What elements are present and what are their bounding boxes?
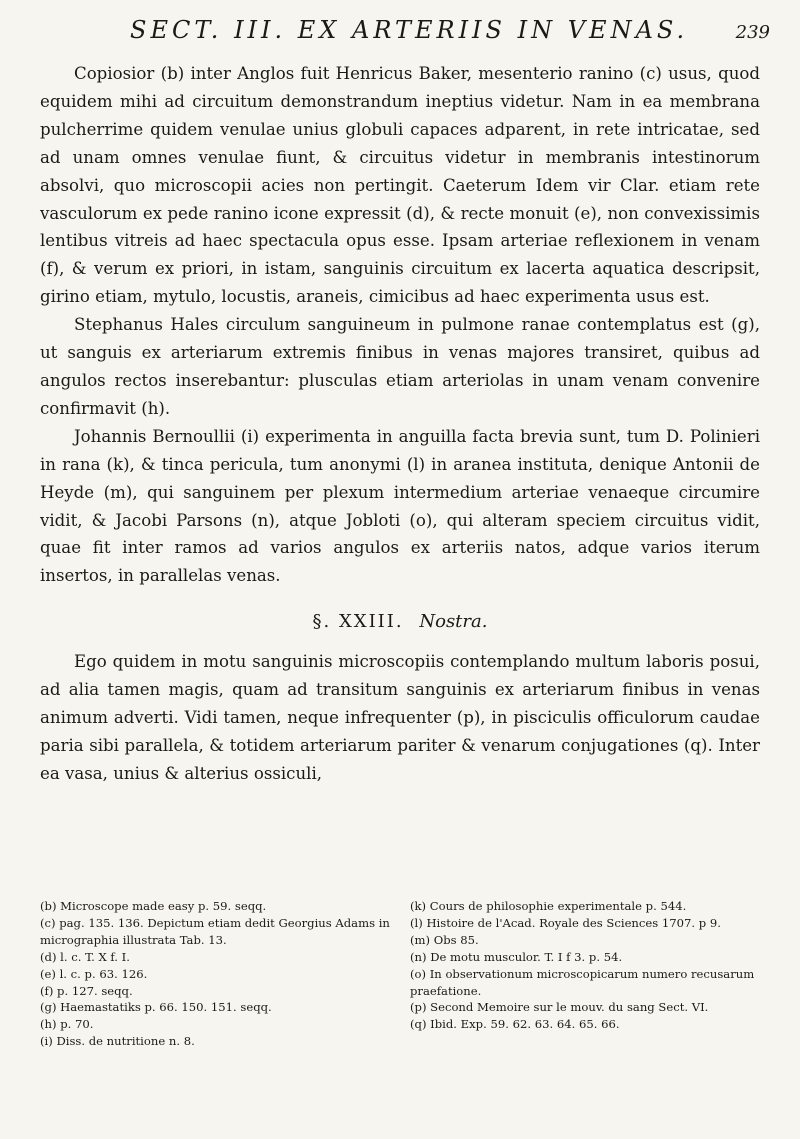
footnote-f: (f) p. 127. seqq. xyxy=(40,983,133,998)
footnote-e: (e) l. c. p. 63. 126. xyxy=(40,966,148,981)
section-heading xyxy=(40,608,760,636)
footnote-i: (i) Diss. de nutritione n. 8. xyxy=(40,1034,195,1049)
footnote-b: (b) Microscope made easy p. 59. seqq. xyxy=(40,899,267,913)
footnote-h: (h) p. 70. xyxy=(40,1017,94,1032)
footnote-l: (l) Histoire de l'Acad. Royale des Sciences 1707. p 9. xyxy=(410,915,721,930)
footnote-o: (o) In observationum microscopicarum numero recusarum praefatione. xyxy=(410,966,755,998)
footnote-m: (m) Obs 85. xyxy=(410,932,479,947)
footnote-k: (k) Cours de philosophie experimentale p. 544. xyxy=(410,899,687,913)
section-title: Nostra. xyxy=(419,611,488,633)
footnote-d: (d) l. c. T. X f. I. xyxy=(40,949,130,964)
footnote-p: (p) Second Memoire sur le mouv. du sang Sect. VI. xyxy=(410,1000,709,1015)
running-head: SECT. III. EX ARTERIIS IN VENAS. xyxy=(130,16,689,44)
paragraph-nostra: Ego quidem in motu sanguinis microscopiis contemplando multum laboris posui, ad alia tamen magis, quam ad transitum sanguinis ex arteriarum finibus in venas animum adverti. Vidi tamen, neque infrequenter (p), in pisciculis officulorum caudae paria sibi parallela, & totidem arteriarum pariter & venarum conjugationes (q). Inter ea vasa, unius & alterius ossiculi, xyxy=(40,652,760,783)
footnote-c: (c) pag. 135. 136. Depictum etiam dedit Georgius Adams in micrographia illustrata Tab. 13. xyxy=(40,915,390,947)
paragraph-hales: Stephanus Hales circulum sanguineum in pulmone ranae contemplatus est (g), ut sanguis ex arteriarum extremis finibus in venas majores transiret, quibus ad angulos rectos inserebantur: plusculas etiam arteriolas in unam venam convenire confirmavit (h). xyxy=(40,315,760,418)
footnote-q: (q) Ibid. Exp. 59. 62. 63. 64. 65. 66. xyxy=(410,1017,620,1032)
footnotes-left-column xyxy=(40,898,390,1050)
footnotes-right-column xyxy=(410,898,760,1050)
footnotes xyxy=(40,898,760,1050)
page-header xyxy=(130,16,770,50)
paragraph-bernoulli: Johannis Bernoullii (i) experimenta in anguilla facta brevia sunt, tum D. Polinieri in rana (k), & tinca pericula, tum anonymi (l) in aranea instituta, denique Antonii de Heyde (m), qui sanguinem per plexum intermedium arteriae venaeque circumire vidit, & Jacobi Parsons (n), atque Jobloti (o), qui alteram speciem circuitus vidit, quae fit inter ramos ad varios angulos ex arteriis natos, adque varios iterum insertos, in parallelas venas. xyxy=(40,426,760,586)
body-text xyxy=(40,60,760,788)
page-number: 239 xyxy=(735,22,770,43)
section-number: §. XXIII. xyxy=(312,611,404,633)
paragraph-baker: Copiosior (b) inter Anglos fuit Henricus Baker, mesenterio ranino (c) usus, quod equidem mihi ad circuitum demonstrandum ineptius videtur. Nam in ea membrana pulcherrime quidem venulae unius globuli capaces adparent, in rete intricatae, sed ad unam omnes venulae fiunt, & circuitus videtur in membranis intestinorum absolvi, quo microscopii acies non pertingit. Caeterum Idem vir Clar. etiam rete vasculorum ex pede ranino icone expressit (d), & recte monuit (e), non convexissimis lentibus vitreis ad haec spectacula opus esse. Ipsam arteriae reflexionem in venam (f), & verum ex priori, in istam, sanguinis circuitum ex lacerta aquatica descripsit, girino etiam, mytulo, locustis, araneis, cimicibus ad haec experimenta usus est. xyxy=(40,64,760,307)
footnote-n: (n) De motu musculor. T. I f 3. p. 54. xyxy=(410,949,623,964)
footnote-g: (g) Haemastatiks p. 66. 150. 151. seqq. xyxy=(40,1000,272,1015)
